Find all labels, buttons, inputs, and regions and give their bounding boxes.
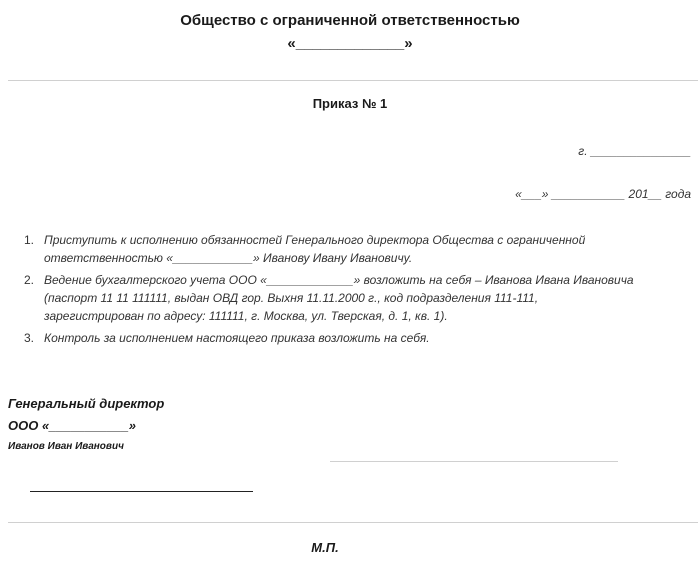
item-number: 1. xyxy=(24,233,35,247)
item-text-line: Приступить к исполнению обязанностей Генерального директора Общества с ограниченной xyxy=(44,233,586,247)
order-item-2 xyxy=(24,271,684,325)
item-text-line: Контроль за исполнением настоящего приказа возложить на себя. xyxy=(44,331,430,345)
footer-divider xyxy=(8,522,698,523)
signature-title: Генеральный директор xyxy=(8,396,165,411)
header-divider xyxy=(8,80,698,81)
signature-divider xyxy=(330,461,618,462)
date-line: «___» ___________ 201__ года xyxy=(515,187,691,201)
signature-org: ООО «___________» xyxy=(8,418,136,433)
order-item-3 xyxy=(24,329,684,347)
signature-name: Иванов Иван Иванович xyxy=(8,441,124,452)
order-title: Приказ № 1 xyxy=(312,96,388,111)
item-text-line: зарегистрирован по адресу: 111111, г. Москва, ул. Тверская, д. 1, кв. 1). xyxy=(44,309,448,323)
stamp-place: М.П. xyxy=(311,540,339,555)
item-text-line: (паспорт 11 11 111111, выдан ОВД гор. Выхня 11.11.2000 г., код подразделения 111-111, xyxy=(44,291,539,305)
org-title: Общество с ограниченной ответственностью xyxy=(180,12,520,29)
city-line: г. _______________ xyxy=(578,144,691,158)
item-number: 3. xyxy=(24,331,35,345)
item-text-line: Ведение бухгалтерского учета ООО «_____________» возложить на себя – Иванова Ивана Ивановича xyxy=(44,273,634,287)
signature-line xyxy=(30,491,253,492)
org-name-blank: «_____________» xyxy=(287,35,413,52)
order-items-list xyxy=(24,231,684,351)
item-text-line: ответственностью «____________» Иванову Ивану Ивановичу. xyxy=(44,251,413,265)
order-item-1 xyxy=(24,231,684,267)
item-number: 2. xyxy=(24,273,35,287)
